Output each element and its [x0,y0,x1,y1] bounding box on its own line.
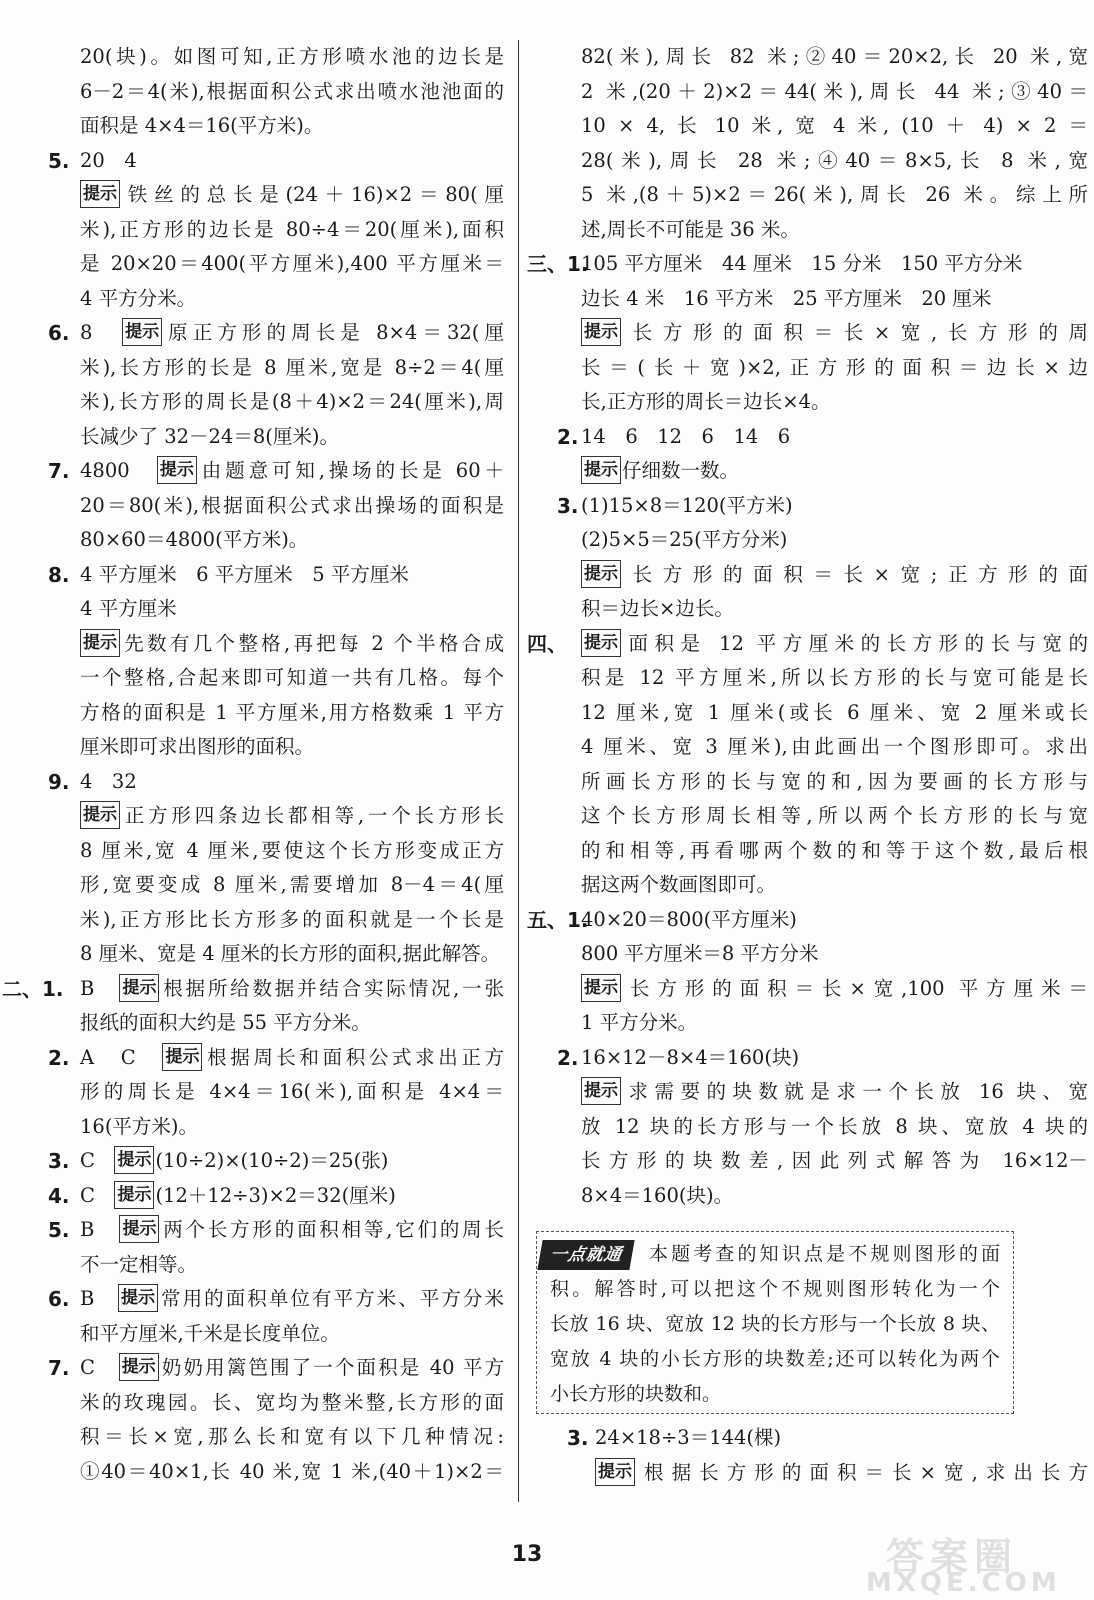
line-text: 形的周长是 4×4＝16(米),面积是 4×4＝ [80,1080,504,1103]
text-line [0,282,510,317]
line-text: 面积是 4×4＝16(平方米)。 [80,114,324,137]
line-text: 20(块)。如图可知,正方形喷水池的边长是 [80,45,504,68]
answer-text: 24×18÷3＝144(棵) [595,1426,782,1449]
text-line [0,1179,510,1214]
answer-text: B [80,1218,95,1241]
text-line [527,972,1094,1007]
hint-label: 提示 [119,1215,159,1243]
text-line [0,627,510,662]
text-line [0,1213,510,1248]
line-content [581,1179,733,1214]
line-content [80,834,504,869]
line-content [80,1041,504,1076]
hint-text: 根据长方形的面积＝长×宽,求出长方 [636,1460,1088,1484]
text-line [527,144,1094,179]
answer-text: (1)15×8＝120(平方米) [581,493,793,517]
hint-text: 求需要的块数就是求一个长放 16 块、宽 [622,1080,1088,1103]
hint-text: 长方形的面积＝长×宽,长方形的周 [622,321,1088,344]
hint-label: 提示 [114,1146,154,1174]
line-content [581,696,1088,731]
line-content [80,1455,504,1490]
line-content [581,489,793,524]
line-content [80,489,504,524]
line-content [80,144,137,179]
text-line [0,903,510,938]
line-text: 82(米),周长 82 米;②40＝20×2,长 20 米,宽 [581,45,1088,68]
line-content [80,937,500,972]
text-line [0,1110,510,1145]
question-number: 五、1. [527,907,589,932]
line-text: 这个长方形周长相等,所以两个长方形的长与宽 [581,804,1088,827]
line-content [581,282,991,317]
line-text: 米),长方形的长是 8 厘米,宽是 8÷2＝4(厘 [80,355,504,379]
line-text: 报纸的面积大约是 55 平方分米。 [80,1011,371,1034]
line-content [581,40,1088,75]
line-content [581,661,1088,696]
line-content [581,1041,799,1076]
line-content [80,351,504,386]
text-line [527,247,1094,282]
text-line [0,834,510,869]
line-content [581,178,1088,213]
line-content [80,972,504,1007]
hint-label: 提示 [157,456,197,484]
line-content [80,696,504,731]
question-number: 5. [48,148,70,173]
line-text: 4 厘米、宽 3 厘米),由此画出一个图形即可。求出 [581,735,1088,758]
hint-label: 提示 [118,1284,158,1312]
question-number: 3. [557,493,579,518]
line-content [80,178,504,213]
hint-text: (10÷2)×(10÷2)＝25(张) [155,1149,389,1172]
line-text: 800 平方厘米＝8 平方分米 [581,942,819,965]
question-number: 6. [48,1287,70,1311]
line-text: 4 平方厘米 [80,597,177,620]
answer-text: B [80,976,95,1000]
hint-label: 提示 [581,1077,621,1105]
line-text: 28(米),周长 28 米;④40＝8×5,长 8 米,宽 [581,148,1088,172]
line-content [80,1213,504,1248]
line-content [581,558,1088,593]
answer-text: 4 32 [80,769,137,793]
question-number: 7. [48,1356,70,1380]
line-content [80,40,504,75]
question-number: 四、 [527,631,567,656]
hint-label: 提示 [122,318,162,346]
answer-text: 20 4 [80,148,137,172]
line-content [80,903,504,938]
text-line [0,661,510,696]
line-content [581,316,1088,351]
text-line [0,247,510,282]
hint-label: 提示 [581,974,621,1002]
line-content [80,1006,371,1041]
hint-text: 正方形四条边长都相等,一个长方形长 [121,804,504,827]
question-number: 3. [48,1149,70,1173]
line-content [80,247,504,282]
line-content [595,1421,781,1456]
line-text: ①40＝40×1,长 40 米,宽 1 米,(40＋1)×2＝ [80,1459,504,1483]
callout-badge: 一点就通 [537,1240,634,1270]
question-number: 9. [48,769,70,794]
text-line [527,282,1094,317]
line-text: 米),长方形的周长是(8＋4)×2＝24(厘米),周 [80,390,504,413]
hint-label: 提示 [80,629,120,657]
hint-label: 提示 [80,801,120,829]
question-number: 三、1. [527,252,589,276]
line-text: 积是 12 平方厘米,所以长方形的长与宽可能是长 [581,666,1088,689]
line-content [595,1456,1088,1491]
text-line [527,178,1094,213]
text-line [0,489,510,524]
watermark-logo [826,1526,1092,1600]
line-content [581,1110,1088,1145]
line-content [80,592,177,627]
line-text: 形,宽要变成 8 厘米,需要增加 8－4＝4(厘 [80,873,504,896]
line-text: 放 12 块的长方形与一个长放 8 块、宽放 4 块的 [581,1114,1088,1138]
line-content [581,1006,697,1041]
line-text: 积＝边长×边长。 [581,597,734,620]
text-line [0,1282,510,1317]
line-text: 积＝长×宽,那么长和宽有以下几种情况: [80,1425,504,1448]
line-content [581,1075,1088,1110]
line-content [581,420,790,455]
line-text: 长减少了 32－24＝8(厘米)。 [80,424,339,448]
question-number: 3. [567,1426,589,1450]
text-line [0,1420,510,1455]
line-text: 的和相等,再看哪两个数的和等于这个数,最后根 [581,838,1088,862]
text-line [527,1110,1094,1145]
text-line [0,1006,510,1041]
line-text: (2)5×5＝25(平方分米) [581,528,788,551]
answer-text: A C [80,1045,136,1069]
text-line [527,351,1094,386]
line-content [80,1248,197,1283]
page-number: 13 [511,1542,543,1567]
line-content [80,558,409,593]
text-line [0,696,510,731]
watermark-text-bottom: MXQE.COM [866,1568,1061,1598]
text-line [0,316,510,351]
line-text: 米),正方形比长方形多的面积就是一个长是 [80,907,504,931]
answer-text: 105 平方厘米 44 厘米 15 分米 150 平方分米 [581,252,1023,275]
column-divider [518,40,519,1502]
line-text: 4 平方分米。 [80,286,197,310]
text-line [0,213,510,248]
tip-callout-box [536,1231,1014,1414]
text-line [0,868,510,903]
line-text: 1 平方分米。 [581,1011,698,1034]
line-content [581,592,734,627]
line-content [80,661,504,696]
hint-label: 提示 [581,560,621,588]
line-content [581,903,797,938]
line-text: 10 × 4, 长 10 米, 宽 4 米, (10 ＋ 4) × 2 ＝ [581,114,1088,137]
line-content [581,937,819,972]
text-line [527,316,1094,351]
hint-text: 先数有几个整格,再把每 2 个半格合成 [121,631,504,655]
text-line [0,523,510,558]
text-line [0,385,510,420]
question-number: 2. [557,1045,579,1070]
line-content [581,765,1088,800]
line-content [80,1386,504,1421]
text-line [527,696,1094,731]
answer-text: 14 6 12 6 14 6 [581,424,791,448]
line-content [80,868,504,903]
line-content [80,627,504,662]
line-text: 20＝80(米),根据面积公式求出操场的面积是 [80,493,504,517]
hint-text: 仔细数一数。 [622,459,740,482]
line-content [80,420,339,455]
line-content [80,1144,388,1179]
line-text: 一个整格,合起来即可知道一共有几格。每个 [80,666,504,689]
text-line [527,75,1094,110]
line-text: 是 20×20＝400(平方厘米),400 平方厘米＝ [80,252,504,275]
line-content [581,247,1022,282]
text-line [0,1144,510,1179]
text-line [527,1075,1094,1110]
line-text: 6－2＝4(米),根据面积公式求出喷水池池面的 [80,79,504,103]
answer-text: C [80,1183,95,1207]
text-line [527,1179,1094,1214]
text-line [527,834,1094,869]
line-content [80,454,504,489]
text-line [527,489,1094,524]
answer-text: 8 [80,321,93,344]
line-text: 据这两个数画图即可。 [581,873,777,896]
text-line [0,454,510,489]
text-line [0,730,510,765]
text-line [0,109,510,144]
text-line [527,627,1094,662]
text-line [0,40,510,75]
text-line [0,592,510,627]
line-text: 2 米,(20＋2)×2＝44(米),周长 44 米;③40＝ [581,79,1088,103]
text-line [0,1041,510,1076]
answer-text: B [80,1287,95,1310]
line-text: 所画长方形的长与宽的和,因为要画的长方形与 [581,769,1088,793]
line-content [581,351,1088,386]
question-number: 8. [48,562,70,587]
hint-text: 根据所给数据并结合实际情况,一张 [160,976,504,1000]
line-content [80,385,504,420]
line-text: 不一定相等。 [80,1252,198,1276]
text-line [527,592,1094,627]
answer-text: C [80,1149,95,1172]
line-content [80,1110,198,1145]
hint-text: (12＋12÷3)×2＝32(厘米) [155,1183,396,1207]
text-line [527,799,1094,834]
callout-line: 积。解答时,可以把这个不规则图形转化为一个 [550,1278,1000,1300]
callout-line: 宽放 4 块的小长方形的块数差;还可以转化为两个 [550,1348,1000,1370]
hint-label: 提示 [119,974,159,1002]
line-content [80,316,504,351]
line-content [581,75,1088,110]
hint-text: 常用的面积单位有平方米、平方分米 [158,1287,504,1310]
text-line [0,144,510,179]
line-content [80,523,308,558]
line-content [581,109,1088,144]
line-text: 12 厘米,宽 1 厘米(或长 6 厘米、宽 2 厘米或长 [581,700,1088,724]
text-line [527,1041,1094,1076]
text-line [0,1386,510,1421]
text-line [0,765,510,800]
line-content [80,799,504,834]
text-line [527,109,1094,144]
hint-label: 提示 [119,1353,159,1381]
text-line [527,661,1094,696]
question-number: 5. [48,1218,70,1242]
text-line [0,1317,510,1352]
callout-line: 本题考查的知识点是不规则图形的面 [649,1243,1000,1265]
line-content [80,1179,396,1214]
line-text: 米),正方形的边长是 80÷4＝20(厘米),面积 [80,217,504,241]
text-line [0,558,510,593]
hint-label: 提示 [595,1458,635,1486]
hint-text: 铁丝的总长是(24＋16)×2＝80(厘 [121,183,504,206]
line-text: 述,周长不可能是 36 米。 [581,217,800,241]
line-content [581,523,787,558]
answer-text: 16×12－8×4＝160(块) [581,1045,800,1069]
hint-text: 根据周长和面积公式求出正方 [203,1045,504,1069]
hint-text: 长方形的面积＝长×宽,100 平方厘米＝ [622,976,1088,1000]
line-content [581,454,739,489]
line-text: 8×4＝160(块)。 [581,1183,734,1207]
text-line [0,1248,510,1283]
line-content [581,213,800,248]
text-line [0,972,510,1007]
text-line [527,903,1094,938]
line-content [581,144,1088,179]
hint-label: 提示 [581,318,621,346]
hint-text: 面积是 12 平方厘米的长方形的长与宽的 [622,631,1088,655]
text-line [527,1456,1094,1491]
text-line [527,40,1094,75]
line-content [80,282,196,317]
text-line [0,1075,510,1110]
line-text: 8 厘米、宽是 4 厘米的长方形的面积,据此解答。 [80,942,501,965]
line-text: 长＝(长＋宽)×2,正方形的面积＝边长×边 [581,355,1088,379]
line-content [80,75,504,110]
answer-text: C [80,1356,95,1379]
text-line [527,1006,1094,1041]
callout-line: 长放 16 块、宽放 12 块的长方形与一个长放 8 块、 [550,1313,1000,1335]
hint-text: 原正方形的周长是 8×4＝32(厘 [163,321,504,344]
line-content [80,1420,504,1455]
line-text: 厘米即可求出图形的面积。 [80,735,315,758]
line-content [80,1282,504,1317]
line-text: 8 厘米,宽 4 厘米,要使这个长方形变成正方 [80,838,504,862]
question-number: 4. [48,1183,70,1208]
line-text: 边长 4 米 16 平方米 25 平方厘米 20 厘米 [581,286,992,310]
line-content [80,1351,504,1386]
text-line [0,1455,510,1490]
hint-text: 奶奶用篱笆围了一个面积是 40 平方 [159,1356,504,1379]
line-content [80,1075,504,1110]
text-line [0,351,510,386]
text-line [527,420,1094,455]
hint-text: 长方形的面积＝长×宽;正方形的面 [622,562,1088,586]
text-line [0,799,510,834]
answer-text: 4800 [80,459,130,482]
line-content [581,627,1088,662]
line-text: 80×60＝4800(平方米)。 [80,528,309,551]
line-content [581,799,1088,834]
line-content [581,385,830,420]
hint-text: 两个长方形的面积相等,它们的周长 [160,1218,504,1241]
text-line [527,454,1094,489]
line-text: 方格的面积是 1 平方厘米,用方格数乘 1 平方 [80,700,504,724]
hint-label: 提示 [80,180,120,208]
hint-label: 提示 [114,1181,154,1209]
text-line [0,75,510,110]
line-content [581,834,1088,869]
text-line [527,730,1094,765]
callout-line: 小长方形的块数和。 [550,1383,722,1405]
hint-label: 提示 [581,629,621,657]
answer-text: 40×20＝800(平方厘米) [581,907,797,931]
line-text: 米的玫瑰园。长、宽均为整米整,长方形的面 [80,1390,504,1414]
line-content [80,730,314,765]
question-number: 二、1. [2,976,64,1001]
text-line [527,937,1094,972]
question-number: 7. [48,459,70,483]
line-content [80,765,137,800]
text-line [527,765,1094,800]
text-line [527,523,1094,558]
text-line [527,213,1094,248]
line-content [581,730,1088,765]
text-line [0,937,510,972]
line-text: 长方形的块数差,因此列式解答为 16×12－ [581,1149,1088,1172]
text-line [527,385,1094,420]
watermark-text-top: 答案圈 [886,1535,1019,1579]
question-number: 2. [48,1045,70,1070]
answer-text: 4 平方厘米 6 平方厘米 5 平方厘米 [80,562,409,586]
question-number: 6. [48,321,70,345]
line-text: 16(平方米)。 [80,1114,199,1138]
text-line [527,558,1094,593]
line-content [581,868,776,903]
text-line [0,420,510,455]
hint-text: 由题意可知,操场的长是 60＋ [197,459,504,482]
line-content [581,1144,1088,1179]
text-line [0,1351,510,1386]
line-content [80,109,323,144]
line-content [80,1317,340,1352]
text-line [527,1144,1094,1179]
hint-label: 提示 [162,1043,202,1071]
question-number: 2. [557,424,579,449]
text-line [0,178,510,213]
line-content [80,213,504,248]
line-text: 和平方厘米,千米是长度单位。 [80,1321,340,1345]
line-text: 5 米,(8＋5)×2＝26(米),周长 26 米。综上所 [581,183,1088,206]
text-line [527,868,1094,903]
line-content [581,972,1088,1007]
line-text: 长,正方形的周长＝边长×4。 [581,390,831,413]
hint-label: 提示 [581,456,621,484]
text-line [527,1421,1094,1456]
